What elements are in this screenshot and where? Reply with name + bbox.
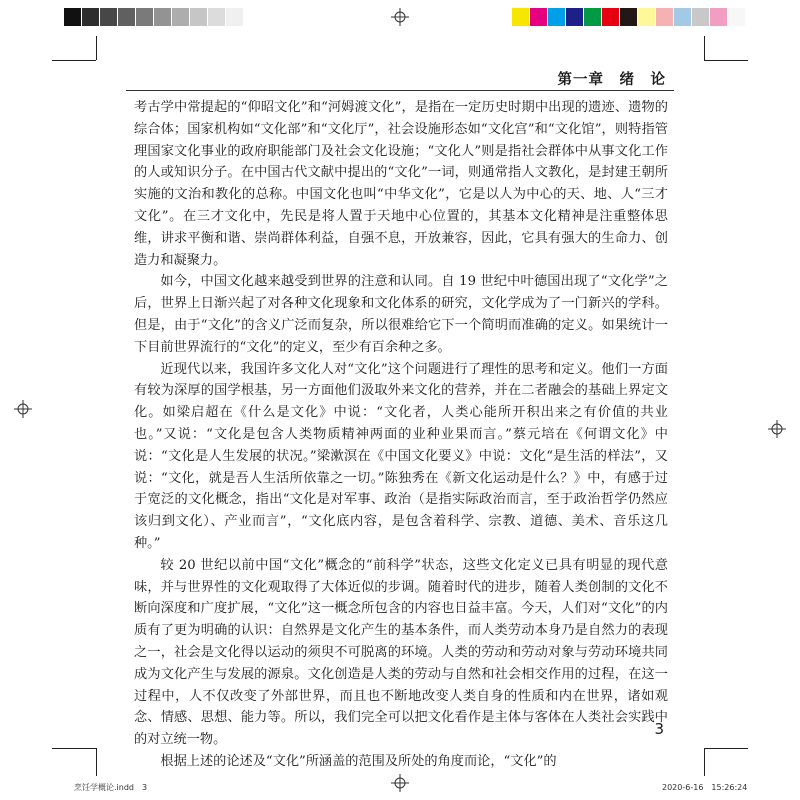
gray-swatch <box>100 8 118 26</box>
gray-swatch <box>154 8 172 26</box>
color-swatch <box>530 8 548 26</box>
body-text <box>134 97 668 773</box>
gray-swatch <box>136 8 154 26</box>
crop-mark-bottom-left-h <box>52 748 96 749</box>
crop-mark-bottom-right-v <box>704 748 705 776</box>
color-swatch <box>566 8 584 26</box>
print-timestamp: 2020-6-16 15:26:24 <box>662 783 748 792</box>
crop-mark-bottom-left-v <box>96 748 97 776</box>
paragraph: 考古学中常提起的“仰昭文化”和“河姆渡文化”，是指在一定历史时期中出现的遗迹、遗物的综合体；国家机构如“文化部”和“文化厅”，社会设施形态如“文化宫”和“文化馆”，则特指管理国家文化事业的政府职能部门及社会文化设施；“文化人”则是指社会群体中从事文化工作的人或知识分子。在中国古代文献中提出的“文化”一词，则通常指人文教化，是封建王朝所实施的文治和教化的总称。中国文化也叫“中华文化”，它是以人为中心的天、地、人“三才文化”。在三才文化中，先民是将人置于天地中心位置的，其基本文化精神是注重整体思维，讲求平衡和谐、崇尚群体利益，自强不息，开放兼容，因此，它具有强大的生命力、创造力和凝聚力。 <box>134 100 668 268</box>
color-swatch <box>548 8 566 26</box>
gray-swatch <box>208 8 226 26</box>
paragraph: 如今，中国文化越来越受到世界的注意和认同。自 19 世纪中叶德国出现了“文化学”之后，世界上日渐兴起了对各种文化现象和文化体系的研究，文化学成为了一门新兴的学科。但是，由于“文化”的含义广泛而复杂，所以很难给它下一个简明而准确的定义。如果统计一下目前世界流行的“文化”的定义，至少有百余种之多。 <box>134 274 668 355</box>
color-swatch <box>656 8 674 26</box>
color-swatch <box>710 8 728 26</box>
crop-mark-top-left-v <box>96 36 97 60</box>
gray-swatch <box>64 8 82 26</box>
crop-mark-top-right-h <box>704 60 748 61</box>
crop-mark-bottom-right-h <box>704 748 748 749</box>
gray-swatch <box>118 8 136 26</box>
registration-mark-bottom-icon <box>391 774 409 792</box>
gray-swatch <box>82 8 100 26</box>
gray-swatch <box>190 8 208 26</box>
file-slug: 烹饪学概论.indd 3 <box>74 783 148 792</box>
gray-swatch <box>172 8 190 26</box>
grayscale-calibration-bar <box>64 8 244 26</box>
color-swatch <box>638 8 656 26</box>
color-swatch <box>602 8 620 26</box>
paragraph: 较 20 世纪以前中国“文化”概念的“前科学”状态，这些文化定义已具有明显的现代意味，并与世界性的文化观取得了大体近似的步调。随着时代的进步，随着人类创制的文化不断向深度和广度扩展，“文化”这一概念所包含的内容也日益丰富。今天，人们对“文化”的内质有了更为明确的认识：自然界是文化产生的基本条件，而人类劳动本身乃是自然力的表现之一，社会是文化得以运动的须臾不可脱离的环境。人类的劳动和劳动对象与劳动环境共同成为文化产生与发展的源泉。文化创造是人类的劳动与自然和社会相交作用的过程，在这一过程中，人不仅改变了外部世界，而且也不断地改变人类自身的性质和内在世界，诸如观念、情感、思想、能力等。所以，我们完全可以把文化看作是主体与客体在人类社会实践中的对立统一物。 <box>134 557 668 748</box>
color-swatch <box>674 8 692 26</box>
color-swatch <box>620 8 638 26</box>
color-calibration-bar <box>512 8 746 26</box>
running-head <box>126 64 674 91</box>
crop-mark-top-right-v <box>704 36 705 60</box>
color-swatch <box>584 8 602 26</box>
chapter-title: 第一章 绪 论 <box>557 72 666 88</box>
registration-mark-top-icon <box>391 8 409 26</box>
color-swatch <box>692 8 710 26</box>
registration-mark-left-icon <box>14 400 32 418</box>
paragraph: 近现代以来，我国许多文化人对“文化”这个问题进行了理性的思考和定义。他们一方面有较为深厚的国学根基，另一方面他们汲取外来文化的营养，并在二者融会的基础上界定文化。如梁启超在《什么是文化》中说：“文化者，人类心能所开积出来之有价值的共业也。”又说：“文化是包含人类物质精神两面的业种业果而言。”蔡元培在《何谓文化》中说：“文化是人生发展的状况。”梁漱溟在《中国文化要义》中说：文化“是生活的样法”，又说：“文化，就是吾人生活所依靠之一切。”陈独秀在《新文化运动是什么？》中，有感于过于宽泛的文化概念，指出“文化是对军事、政治（是指实际政治而言，至于政治哲学仍然应该归到文化）、产业而言”，“文化底内容，是包含着科学、宗教、道德、美术、音乐这几种。” <box>134 361 668 551</box>
paragraph: 根据上述的论述及“文化”所涵盖的范围及所处的角度而论，“文化”的 <box>160 753 557 769</box>
crop-mark-top-left-h <box>52 60 96 61</box>
gray-swatch <box>226 8 244 26</box>
color-swatch <box>512 8 530 26</box>
page-number: 3 <box>654 720 664 738</box>
registration-mark-right-icon <box>768 420 786 438</box>
color-swatch <box>728 8 746 26</box>
